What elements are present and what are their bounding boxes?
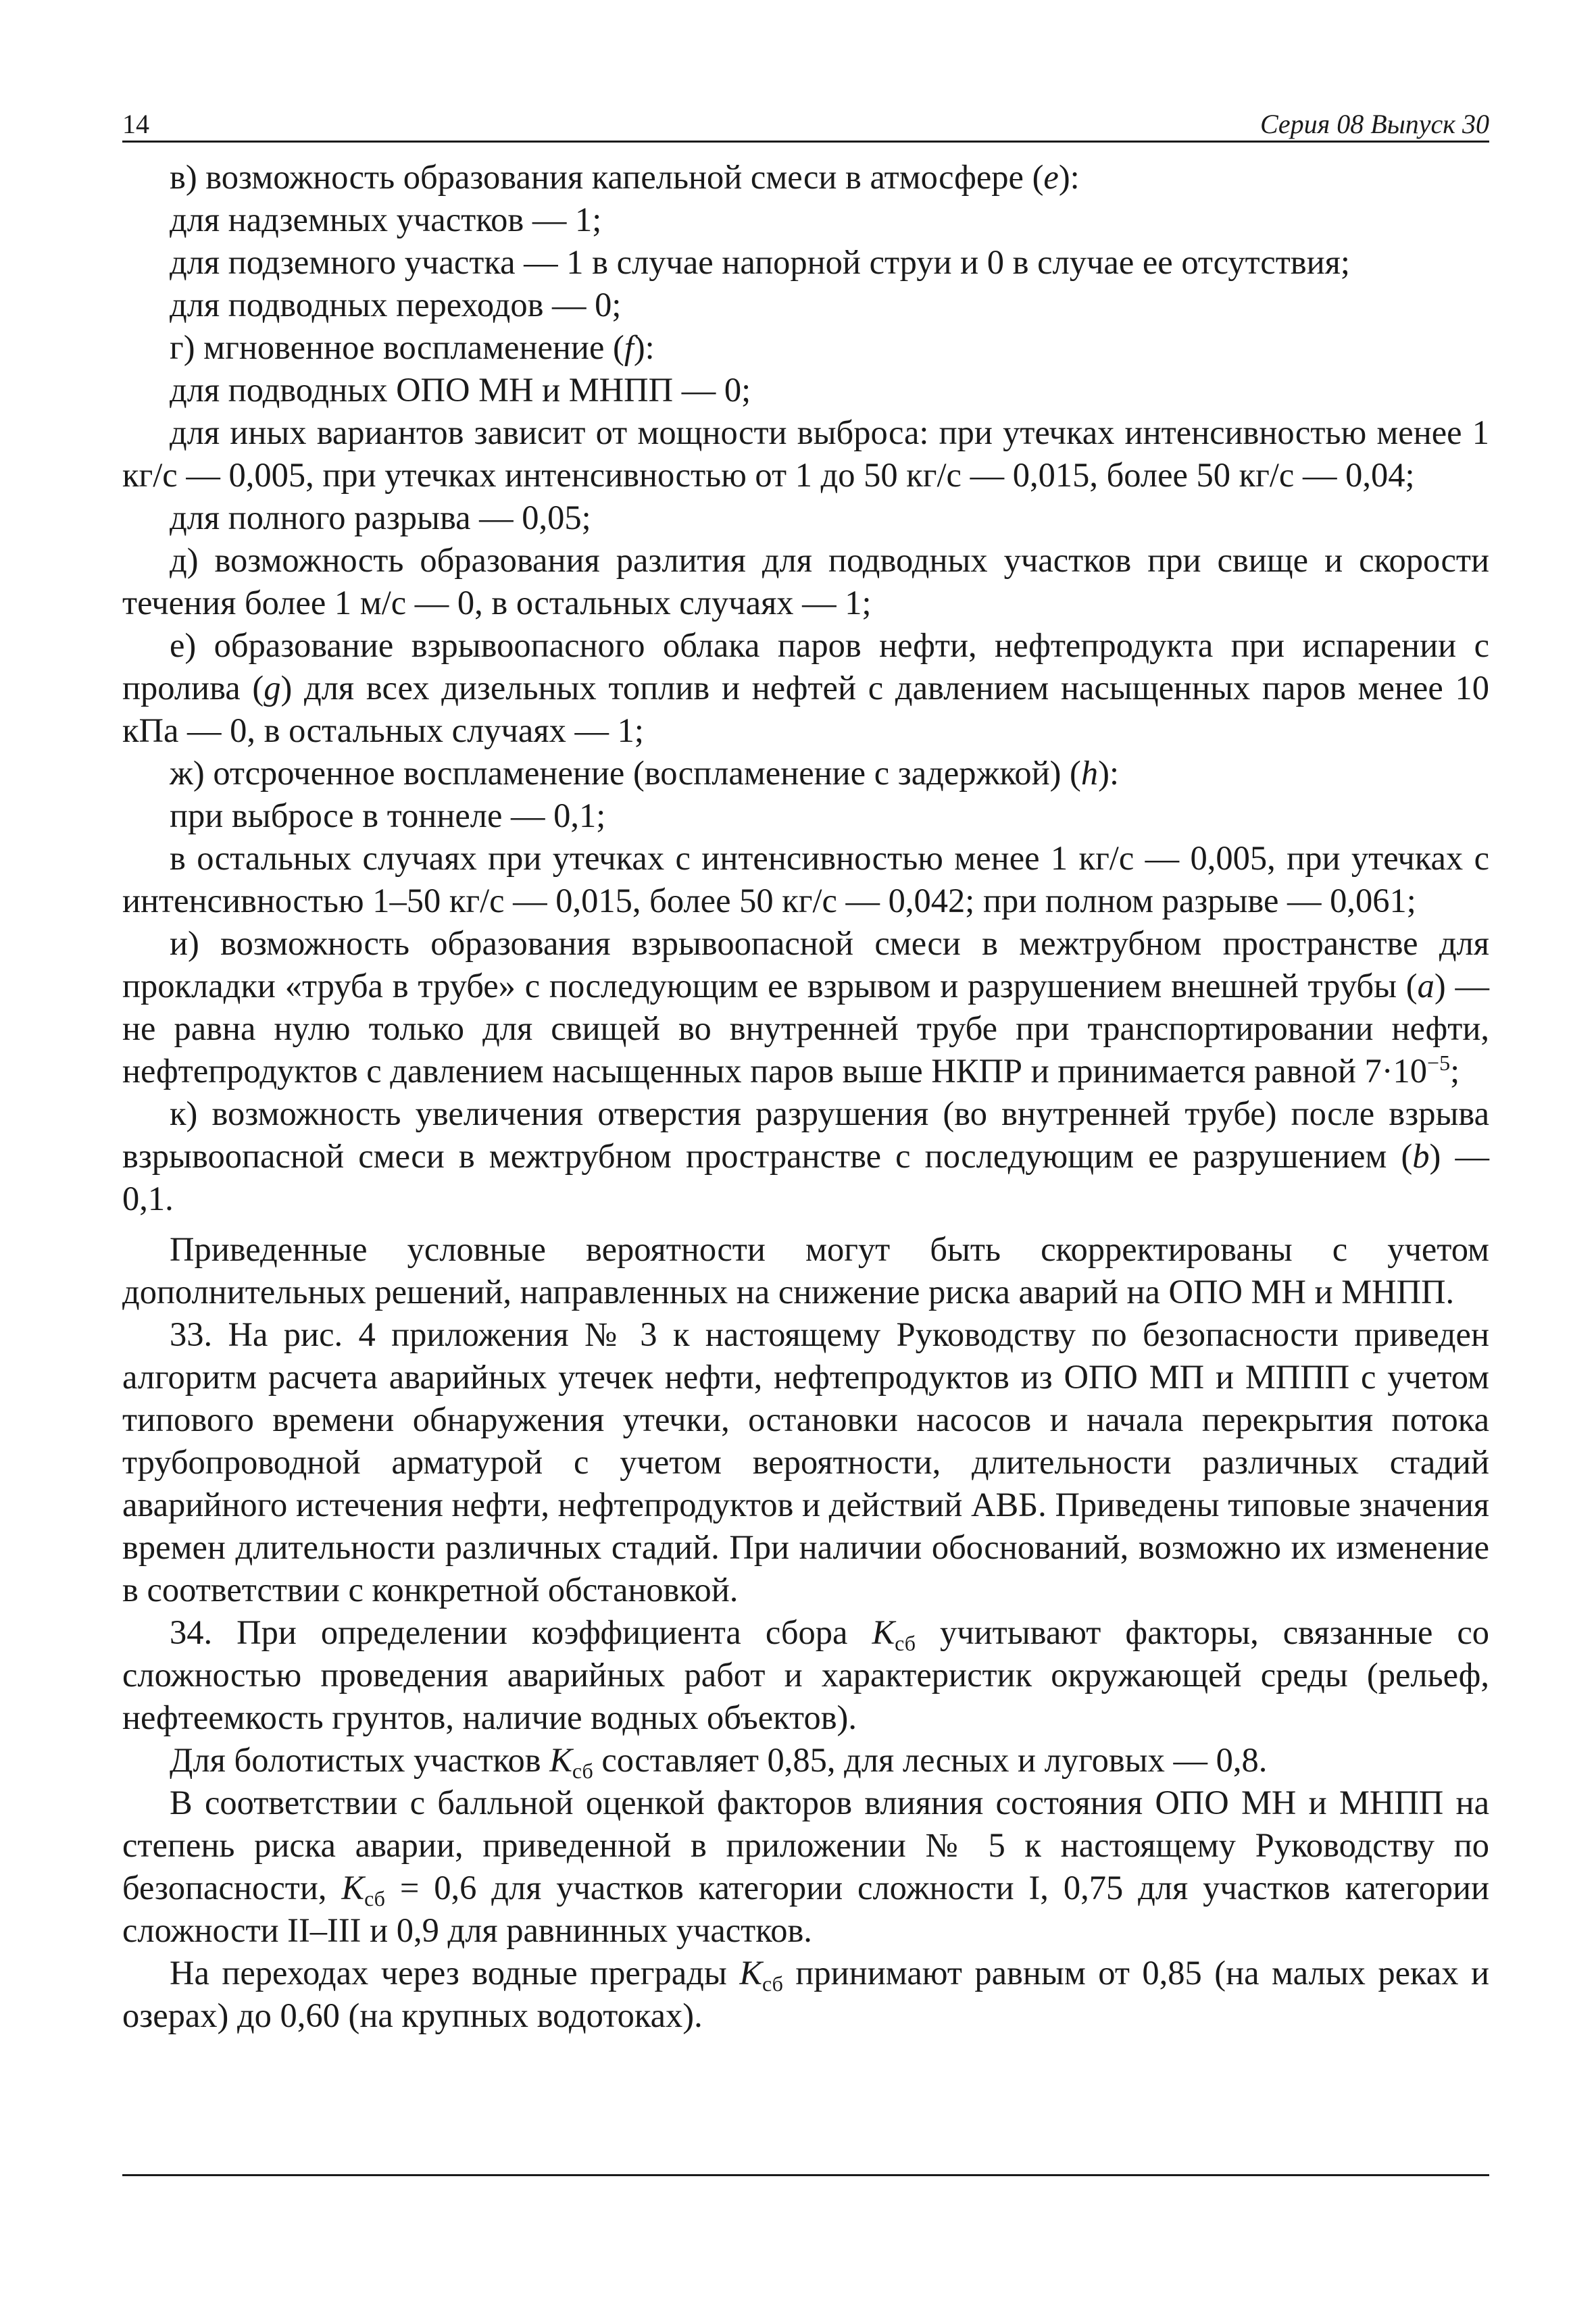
item-g-line-3: для полного разрыва — 0,05;: [170, 499, 591, 536]
item-g-line-1: для подводных ОПО МН и МНПП — 0;: [170, 371, 751, 409]
item-zh-line-2: в остальных случаях при утечках с интенсивностью менее 1 кг/с — 0,005, при утечках с интенсивностью 1–50 кг/с — 0,015, более 50 кг/с — 0,042; при полном разрыве — 0,061;: [122, 839, 1489, 920]
paragraph-perekhody: На переходах через водные преграды $K_{сб}$ принимают равным от 0,85 (на малых реках и озерах) до 0,60 (на крупных водотоках).: [122, 1954, 1489, 2034]
footer-rule: [122, 2174, 1489, 2176]
item-k: к) возможность увеличения отверстия разрушения (во внутренней трубе) после взрыва взрывоопасной смеси в межтрубном пространстве с последующим ее разрушением (b) — 0,1.: [122, 1095, 1489, 1217]
page-number: 14: [122, 109, 149, 139]
item-zh-line-1: при выбросе в тоннеле — 0,1;: [170, 797, 606, 834]
item-e: е) образование взрывоопасного облака паров нефти, нефтепродукта при испарении с пролива (g) для всех дизельных топлив и нефтей с давлением насыщенных паров менее 10 кПа — 0, в остальных случаях — 1;: [122, 626, 1489, 749]
paragraph-prived: Приведенные условные вероятности могут быть скорректированы с учетом дополнительных решений, направленных на снижение риска аварий на ОПО МН и МНПП.: [122, 1230, 1489, 1311]
item-v-line-2: для подземного участка — 1 в случае напорной струи и 0 в случае ее отсутствия;: [170, 243, 1350, 281]
item-i: и) возможность образования взрывоопасной смеси в межтрубном пространстве для прокладки «труба в трубе» с последующим ее взрывом и разрушением внешней трубы (a) — не равна нулю только для свищей во внутренней трубе при транспортировании нефти, нефтепродуктов с давлением насыщенных паров выше НКПР и принимается равной $7\cdot 10^{-5}$;: [122, 924, 1489, 1090]
item-zh: ж) отсроченное воспламенение (воспламенение с задержкой) (h):: [170, 754, 1119, 792]
paragraph-33: 33. На рис. 4 приложения № 3 к настоящему Руководству по безопасности приведен алгоритм расчета аварийных утечек нефти, нефтепродуктов из ОПО МП и МППП с учетом типового времени обнаружения утечки, остановки насосов и начала перекрытия потока трубопроводной арматурой с учетом вероятности, длительности различных стадий аварийного истечения нефти, нефтепродуктов и действий АВБ. Приведены типовые значения времен длительности различных стадий. При наличии обоснований, возможно их изменение в соответствии с конкретной обстановкой.: [122, 1315, 1489, 1609]
item-v-line-1: для надземных участков — 1;: [170, 201, 602, 238]
paragraph-34: 34. При определении коэффициента сбора $K_{сб}$ учитывают факторы, связанные со сложностью проведения аварийных работ и характеристик окружающей среды (рельеф, нефтеемкость грунтов, наличие водных объектов).: [122, 1613, 1489, 1736]
item-g: г) мгновенное воспламенение (f):: [170, 328, 655, 366]
paragraph-sootv: В соответствии с балльной оценкой факторов влияния состояния ОПО МН и МНПП на степень риска аварии, приведенной в приложении № 5 к настоящему Руководству по безопасности, $K_{сб} = 0,6$ для участков категории сложности I, 0,75 для участков категории сложности II–III и 0,9 для равнинных участков.: [122, 1784, 1489, 1949]
item-g-line-2: для иных вариантов зависит от мощности выброса: при утечках интенсивностью менее 1 кг/с — 0,005, при утечках интенсивностью от 1 до 50 кг/с — 0,015, более 50 кг/с — 0,04;: [122, 413, 1489, 494]
item-v-line-3: для подводных переходов — 0;: [170, 286, 622, 324]
body-text: [122, 156, 1489, 2037]
paragraph-bolot: Для болотистых участков $K_{сб}$ составляет 0,85, для лесных и луговых — 0,8.: [170, 1741, 1268, 1783]
item-d: д) возможность образования разлития для подводных участков при свище и скорости течения более 1 м/с — 0, в остальных случаях — 1;: [122, 541, 1489, 622]
item-v: в) возможность образования капельной смеси в атмосфере (e):: [170, 158, 1080, 196]
series-label: Серия 08 Выпуск 30: [1260, 109, 1489, 139]
running-header: [122, 108, 1489, 143]
